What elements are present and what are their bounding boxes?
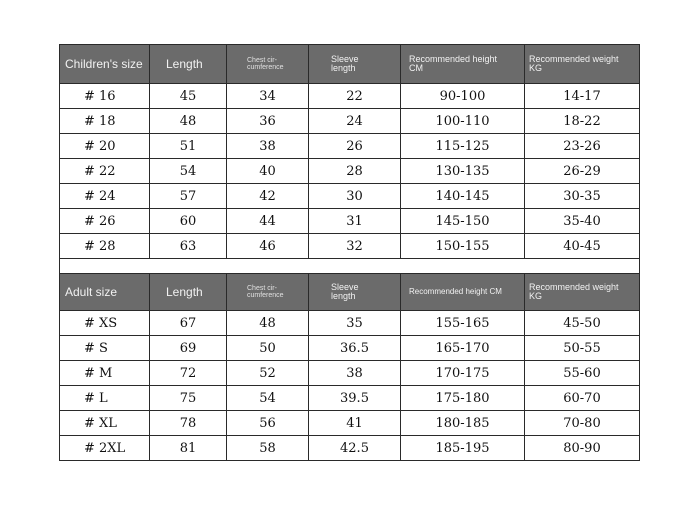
adult-chest-header <box>227 274 309 311</box>
chest-header-line: cumference <box>247 292 284 299</box>
height-header-line: Recommended height CM <box>409 286 502 296</box>
weight-cell: 18-22 <box>525 109 640 134</box>
length-cell: 57 <box>150 184 227 209</box>
weight-cell: 55-60 <box>525 361 640 386</box>
size-cell: # 22 <box>60 159 150 184</box>
children-height-header <box>401 45 525 84</box>
adult-size-header: Adult size <box>60 274 150 311</box>
chest-cell: 36 <box>227 109 309 134</box>
adult-header-row <box>60 274 640 311</box>
height-cell: 145-150 <box>401 209 525 234</box>
height-header-line: CM <box>409 63 423 73</box>
table-row <box>60 234 640 259</box>
size-cell: # S <box>60 336 150 361</box>
height-cell: 175-180 <box>401 386 525 411</box>
height-cell: 170-175 <box>401 361 525 386</box>
adult-height-header <box>401 274 525 311</box>
height-cell: 130-135 <box>401 159 525 184</box>
length-cell: 51 <box>150 134 227 159</box>
height-cell: 155-165 <box>401 311 525 336</box>
sleeve-cell: 35 <box>309 311 401 336</box>
weight-cell: 23-26 <box>525 134 640 159</box>
length-cell: 63 <box>150 234 227 259</box>
sleeve-cell: 22 <box>309 84 401 109</box>
chest-cell: 42 <box>227 184 309 209</box>
children-weight-header <box>525 45 640 84</box>
weight-cell: 70-80 <box>525 411 640 436</box>
size-cell: # 26 <box>60 209 150 234</box>
sleeve-cell: 26 <box>309 134 401 159</box>
adult-length-header: Length <box>150 274 227 311</box>
chest-header-line: Chest cir- <box>247 284 277 292</box>
chest-header-line: Chest cir- <box>247 56 277 64</box>
height-cell: 100-110 <box>401 109 525 134</box>
section-divider-row <box>60 259 640 274</box>
sleeve-header-line: length <box>331 291 356 301</box>
length-cell: 54 <box>150 159 227 184</box>
size-cell: # 16 <box>60 84 150 109</box>
children-sleeve-header <box>309 45 401 84</box>
height-cell: 185-195 <box>401 436 525 461</box>
length-cell: 60 <box>150 209 227 234</box>
sleeve-cell: 36.5 <box>309 336 401 361</box>
weight-header-line: Recommended weight <box>529 281 619 292</box>
size-cell: # L <box>60 386 150 411</box>
weight-cell: 35-40 <box>525 209 640 234</box>
children-length-header: Length <box>150 45 227 84</box>
size-cell: # 24 <box>60 184 150 209</box>
length-cell: 72 <box>150 361 227 386</box>
height-cell: 115-125 <box>401 134 525 159</box>
size-cell: # 28 <box>60 234 150 259</box>
length-cell: 45 <box>150 84 227 109</box>
table-row <box>60 159 640 184</box>
size-cell: # 2XL <box>60 436 150 461</box>
table-row <box>60 134 640 159</box>
children-size-header: Children's size <box>60 45 150 84</box>
table-row <box>60 209 640 234</box>
length-cell: 69 <box>150 336 227 361</box>
weight-cell: 14-17 <box>525 84 640 109</box>
length-cell: 78 <box>150 411 227 436</box>
height-cell: 180-185 <box>401 411 525 436</box>
table-row <box>60 336 640 361</box>
size-cell: # 18 <box>60 109 150 134</box>
table-row <box>60 436 640 461</box>
children-header-row <box>60 45 640 84</box>
table-row <box>60 411 640 436</box>
sleeve-header-line: Sleeve <box>331 281 359 292</box>
height-header-line: Recommended height <box>409 53 498 64</box>
table-row <box>60 386 640 411</box>
chest-cell: 48 <box>227 311 309 336</box>
sleeve-cell: 42.5 <box>309 436 401 461</box>
chest-header-line: cumference <box>247 64 284 71</box>
sleeve-cell: 24 <box>309 109 401 134</box>
table-row <box>60 109 640 134</box>
sleeve-cell: 39.5 <box>309 386 401 411</box>
weight-header-line: KG <box>529 63 543 73</box>
sleeve-header-line: Sleeve <box>331 53 359 64</box>
weight-header-line: KG <box>529 291 543 301</box>
adult-sleeve-header <box>309 274 401 311</box>
sleeve-cell: 28 <box>309 159 401 184</box>
weight-cell: 40-45 <box>525 234 640 259</box>
chest-cell: 54 <box>227 386 309 411</box>
chest-cell: 58 <box>227 436 309 461</box>
table-row <box>60 184 640 209</box>
height-cell: 140-145 <box>401 184 525 209</box>
chest-cell: 56 <box>227 411 309 436</box>
sleeve-cell: 38 <box>309 361 401 386</box>
sleeve-cell: 32 <box>309 234 401 259</box>
section-divider <box>60 259 640 274</box>
sleeve-cell: 41 <box>309 411 401 436</box>
chest-cell: 38 <box>227 134 309 159</box>
weight-cell: 26-29 <box>525 159 640 184</box>
size-cell: # 20 <box>60 134 150 159</box>
height-cell: 150-155 <box>401 234 525 259</box>
chest-cell: 40 <box>227 159 309 184</box>
sleeve-header-line: length <box>331 63 356 73</box>
size-chart <box>59 44 639 461</box>
length-cell: 81 <box>150 436 227 461</box>
table-row <box>60 311 640 336</box>
weight-cell: 50-55 <box>525 336 640 361</box>
size-cell: # XS <box>60 311 150 336</box>
size-table <box>59 44 640 461</box>
size-cell: # XL <box>60 411 150 436</box>
weight-cell: 60-70 <box>525 386 640 411</box>
chest-cell: 46 <box>227 234 309 259</box>
weight-cell: 45-50 <box>525 311 640 336</box>
size-cell: # M <box>60 361 150 386</box>
sleeve-cell: 31 <box>309 209 401 234</box>
height-cell: 90-100 <box>401 84 525 109</box>
height-cell: 165-170 <box>401 336 525 361</box>
weight-cell: 30-35 <box>525 184 640 209</box>
length-cell: 67 <box>150 311 227 336</box>
length-cell: 75 <box>150 386 227 411</box>
sleeve-cell: 30 <box>309 184 401 209</box>
length-cell: 48 <box>150 109 227 134</box>
chest-cell: 34 <box>227 84 309 109</box>
children-chest-header <box>227 45 309 84</box>
chest-cell: 52 <box>227 361 309 386</box>
table-row <box>60 84 640 109</box>
weight-header-line: Recommended weight <box>529 53 619 64</box>
chest-cell: 50 <box>227 336 309 361</box>
adult-weight-header <box>525 274 640 311</box>
table-row <box>60 361 640 386</box>
chest-cell: 44 <box>227 209 309 234</box>
weight-cell: 80-90 <box>525 436 640 461</box>
